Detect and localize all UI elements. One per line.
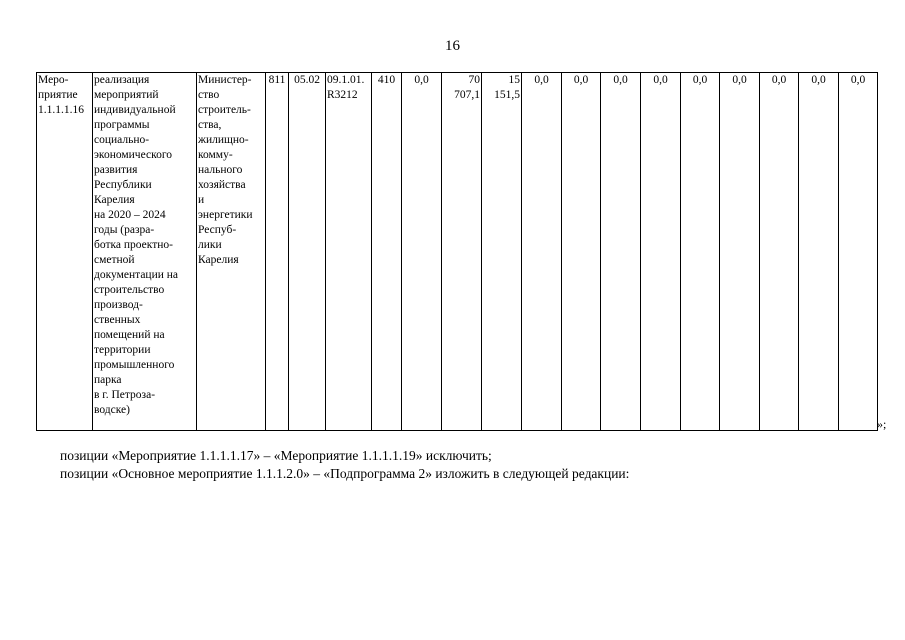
cell-event-number: Меро- приятие 1.1.1.1.16 bbox=[37, 73, 93, 431]
cell-value: 0,0 bbox=[402, 73, 442, 431]
page-number: 16 bbox=[445, 38, 460, 54]
cell-section-code: 05.02 bbox=[289, 73, 326, 431]
cell-expense-type: 410 bbox=[372, 73, 402, 431]
closing-quote: »; bbox=[877, 417, 887, 431]
budget-table bbox=[36, 72, 878, 431]
cell-value: 0,0 bbox=[799, 73, 839, 431]
cell-value: 0,0 bbox=[720, 73, 760, 431]
cell-value: 15 151,5 bbox=[482, 73, 522, 431]
cell-value: 0,0 bbox=[522, 73, 562, 431]
cell-grbs-code: 811 bbox=[266, 73, 289, 431]
cell-value: 0,0 bbox=[641, 73, 681, 431]
cell-value: 0,0 bbox=[839, 73, 878, 431]
cell-value: 0,0 bbox=[601, 73, 641, 431]
cell-value: 0,0 bbox=[562, 73, 601, 431]
paragraph-restate: позиции «Основное мероприятие 1.1.1.2.0» – «Подпрограмма 2» изложить в следующей редакции: bbox=[60, 466, 630, 481]
cell-value: 70 707,1 bbox=[442, 73, 482, 431]
cell-executor: Министер- ство строитель- ства, жилищно- комму- нального хозяйства и энергетики Респуб- лики Карелия bbox=[197, 73, 266, 431]
paragraph-exclude: позиции «Мероприятие 1.1.1.1.17» – «Мероприятие 1.1.1.1.19» исключить; bbox=[60, 448, 492, 463]
table-row bbox=[37, 73, 878, 431]
cell-value: 0,0 bbox=[760, 73, 799, 431]
cell-value: 0,0 bbox=[681, 73, 720, 431]
cell-event-name: реализация мероприятий индивидуальной программы социально- экономического развития Республики Карелия на 2020 – 2024 годы (разра- ботка проектно- сметной документации на строительство производ- ственных помещений на территории промышленного парка в г. Петроза- водске) bbox=[93, 73, 197, 431]
cell-target-article: 09.1.01. R3212 bbox=[326, 73, 372, 431]
